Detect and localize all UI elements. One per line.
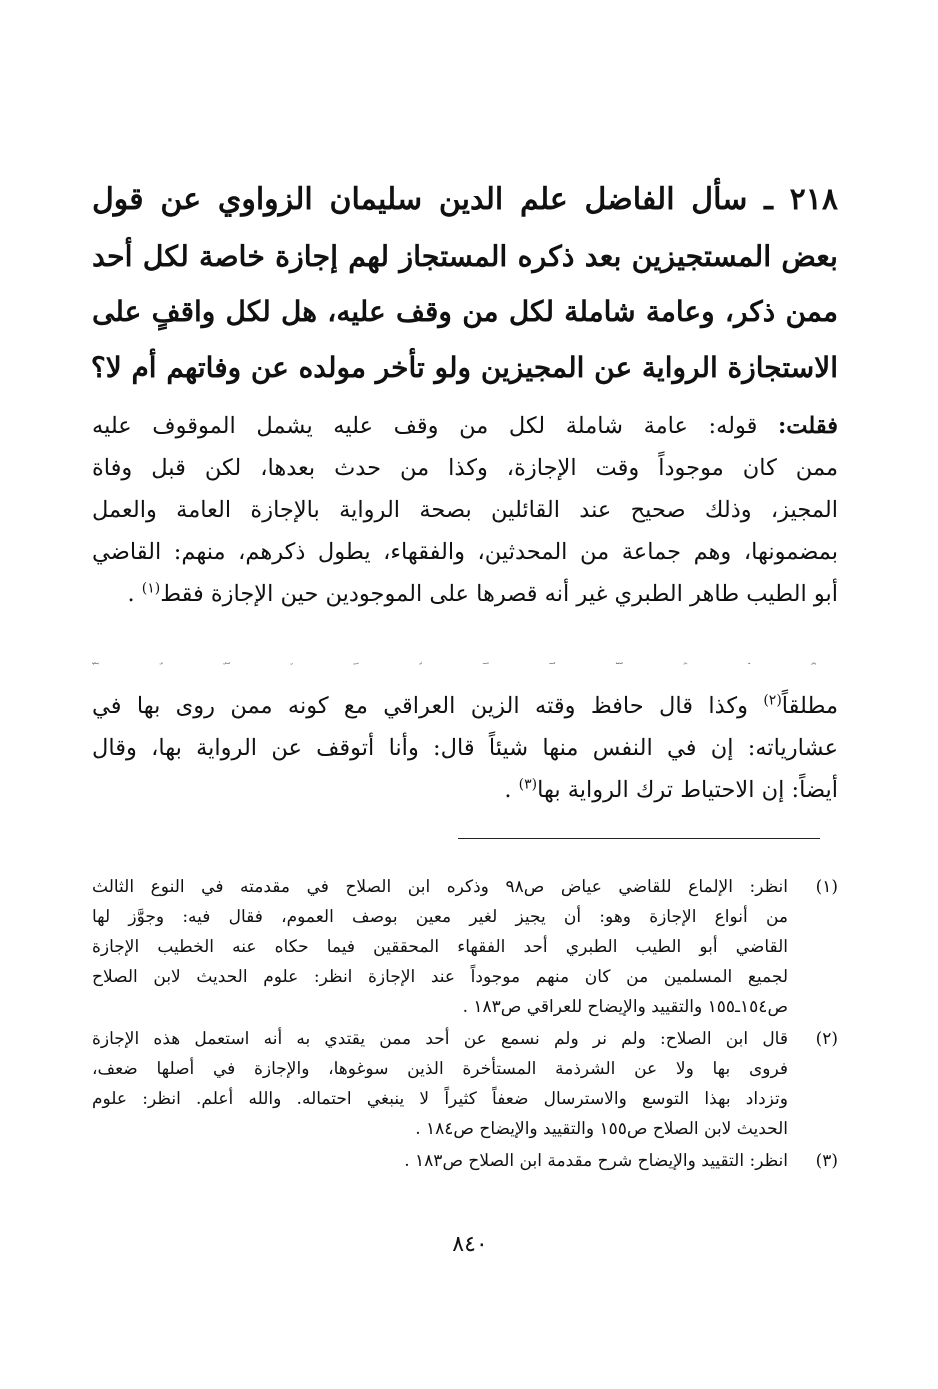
footnote-line: انظر: الإلماع للقاضي عياض ص٩٨ وذكره ابن الصلاح في مقدمته في النوع الثالث xyxy=(92,877,789,897)
footnote xyxy=(92,872,838,1022)
footnote-line: فروى بها ولا عن الشرذمة المستأخرة الذين سوغوها، والإجازة في أصلها ضعف، xyxy=(92,1059,788,1079)
question-line: الاستجازة الرواية عن المجيزين ولو تأخر مولده عن وفاتهم أم لا؟ xyxy=(90,351,838,384)
answer-line: بمضمونها، وهم جماعة من المحدثين، والفقهاء، يطول ذكرهم، منهم: القاضي xyxy=(92,539,838,565)
footnote-reference: (١) xyxy=(141,580,161,597)
paragraph-line xyxy=(92,685,838,727)
paragraph-line: ولكن قد مال الحافظ الفقيه الحجة أبو عمرو بن الصلاح إلى إبطالها xyxy=(92,662,816,665)
answer-line xyxy=(92,573,838,615)
footnote xyxy=(92,1146,838,1176)
answer-text: أبو الطيب طاهر الطبري غير أنه قصرها على الموجودين حين الإجازة فقط xyxy=(160,581,838,607)
answer-line xyxy=(92,405,838,447)
footnote-line: من أنواع الإجازة وهو: أن يجيز لغير معين بوصف العموم، فقال فيه: وجوَّز لها xyxy=(92,907,788,927)
footnote-reference: (٢) xyxy=(763,692,782,709)
paragraph-text: . xyxy=(504,777,519,803)
footnote-line: وتزداد بهذا التوسع والاسترسال ضعفاً كثيراً لا ينبغي احتماله. والله أعلم. انظر: علوم xyxy=(92,1089,788,1109)
paragraph-line: عشارياته: إن في النفس منها شيئاً قال: وأنا أتوقف عن الرواية بها، وقال xyxy=(92,735,838,761)
question-line: ممن ذكر، وعامة شاملة لكل من وقف عليه، هل لكل واقفٍ على xyxy=(92,295,838,328)
question-line: ٢١٨ ـ سأل الفاضل علم الدين سليمان الزواوي عن قول xyxy=(92,182,838,217)
question-paragraph xyxy=(92,172,838,396)
question-line: بعض المستجيزين بعد ذكره المستجاز لهم إجازة خاصة لكل أحد xyxy=(92,239,838,273)
paragraph-text: أيضاً: إن الاحتياط ترك الرواية بها xyxy=(537,777,838,803)
paragraph-text: وكذا قال حافظ وقته الزين العراقي مع كونه ممن روى بها في xyxy=(92,693,764,719)
second-paragraph xyxy=(92,643,838,811)
footnote-line: القاضي أبو الطيب الطبري أحد الفقهاء المحققين فيما حكاه عنه الخطيب الإجازة xyxy=(92,937,788,957)
answer-lead-word: فقلت: xyxy=(778,413,838,439)
answer-text: . xyxy=(127,581,142,607)
footnote-line: الحديث لابن الصلاح ص١٥٥ والتقييد والإيضاح ص١٨٤ . xyxy=(415,1119,788,1139)
footnote xyxy=(92,1024,838,1144)
answer-line: المجيز، وذلك صحيح عند القائلين بصحة الرواية بالإجازة العامة والعمل xyxy=(92,497,838,523)
answer-line: ممن كان موجوداً وقت الإجازة، وكذا من حدث بعدها، لكن قبل وفاة xyxy=(92,455,838,481)
footnote-line: لجميع المسلمين من كان منهم موجوداً عند الإجازة انظر: علوم الحديث لابن الصلاح xyxy=(92,967,788,987)
footnote-number: (١) xyxy=(815,877,838,897)
footnote-separator xyxy=(458,838,820,839)
footnotes xyxy=(92,872,838,1178)
paragraph-line xyxy=(92,769,838,811)
footnote-reference: (٣) xyxy=(518,776,538,793)
footnote-line: انظر: التقييد والإيضاح شرح مقدمة ابن الصلاح ص١٨٣ . xyxy=(404,1151,788,1171)
footnote-number: (٢) xyxy=(815,1029,838,1049)
page-number: ٨٤٠ xyxy=(452,1232,488,1257)
footnote-line: ص١٥٤ـ١٥٥ والتقييد والإيضاح للعراقي ص١٨٣ . xyxy=(462,997,788,1017)
footnote-number: (٣) xyxy=(815,1151,838,1171)
answer-text: قوله: عامة شاملة لكل من وقف عليه يشمل الموقوف عليه xyxy=(92,413,778,439)
paragraph-text: مطلقاً xyxy=(781,693,838,719)
answer-paragraph xyxy=(92,405,838,615)
footnote-line: قال ابن الصلاح: ولم نر ولم نسمع عن أحد ممن يقتدي به أنه استعمل هذه الإجازة xyxy=(92,1029,788,1049)
